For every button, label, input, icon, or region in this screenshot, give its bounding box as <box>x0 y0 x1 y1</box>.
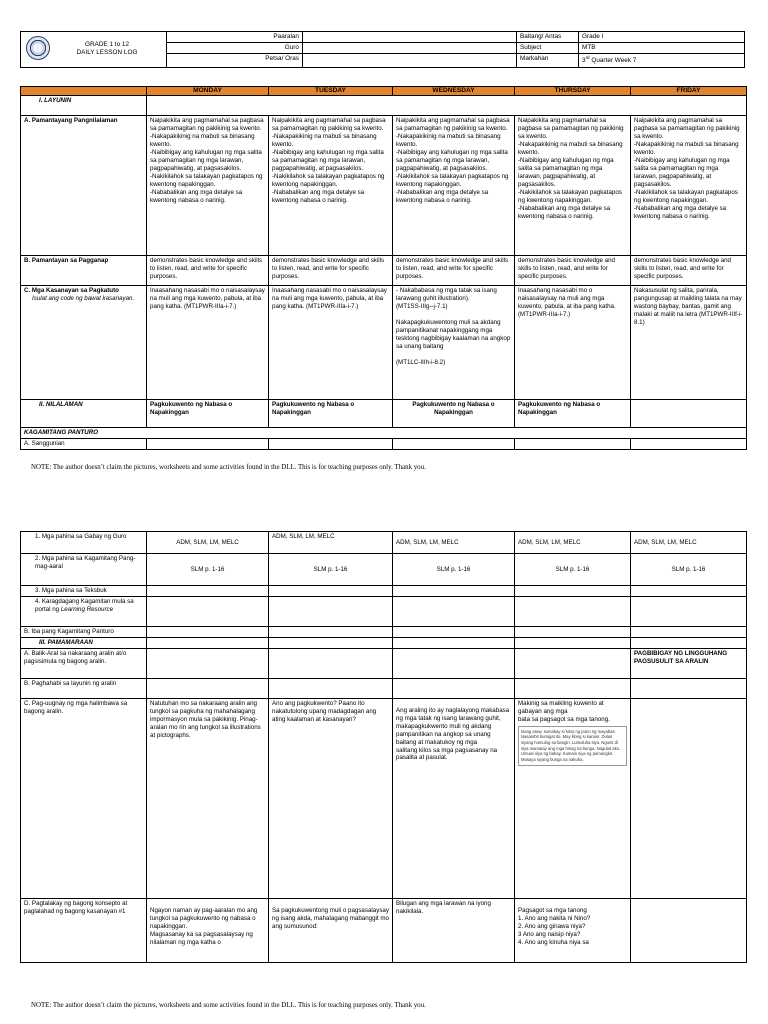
paaralan-label: Paaralan <box>167 32 303 43</box>
petsa-value[interactable] <box>303 54 517 67</box>
lesson-log-table-1 <box>20 86 747 450</box>
a-cell-thursday: Naipakikita ang pagmamahal sa pagbasa sa pamamagitan ng pakikinig sa kwento. -Nakapakikinig na mabuti sa binasang kwento. -Naibibigay ang kahulugan ng mga salita sa pamamagitan ng mga larawan, pagpapahiwatig, at pagsasakilos. -Nakikilahok sa talakayan pagkatapos ng kwentong napakinggan. -Nababalikan ang mga detalye sa kwentong nabasa o narinig. <box>515 116 631 256</box>
iba-pang-kagamitan-label: B. Iba pang Kagamitang Panturo <box>21 626 147 637</box>
pamantayang-pangnilalaman-label: A. Pamantayang Pangnilalaman <box>21 116 147 256</box>
day-wednesday: WEDNESDAY <box>393 87 515 96</box>
markahan-label: Markahan <box>517 54 579 67</box>
markahan-value: 3rd Quarter Week 7 <box>579 54 745 67</box>
header-table <box>20 31 745 68</box>
b-cell-thursday: demonstrates basic knowledge and skills to listen, read, and write for specific purposes. <box>515 256 631 286</box>
a-cell-wednesday: Naipakikita ang pagmamahal sa pagbasa sa pamamagitan ng pakikinig sa kwento. -Nakapakikinig na mabuti sa binasang kwento. -Naibibigay ang kahulugan ng mga salita sa pamamagitan ng mga larawan, pagpapahiwatig, at pagsasakilos. -Nakikilahok sa talakayan pagkatapos ng kwentong napakinggan. -Nababalikan ang mga detalye sa kwentong nabasa o narinig. <box>393 116 515 256</box>
b-cell-monday: demonstrates basic knowledge and skills to listen, read, and write for specific purposes. <box>147 256 269 286</box>
rc-tuesday: Ano ang pagkukwento? Paano ito nakatutulong upang madagdagan ang ating kaalaman at kasanayan? <box>269 698 393 898</box>
r2-friday: SLM p. 1-16 <box>631 554 747 586</box>
rd-friday <box>631 898 747 962</box>
c-cell-friday: Nakasusulat ng salita, parirala, pangungusap at maikling talata na may wastong baybay, bantas, gamit ang malaki at maliit na letra (MT1PWR-IIIf-i-8.1) <box>631 286 747 400</box>
note-top: NOTE: The author doesn’t claim the pictures, worksheets and some activities found in the DLL. This is for teaching purposes only. Thank you. <box>31 464 426 471</box>
header-title-cell <box>21 32 167 68</box>
petsa-label: Petsa/ Oras <box>167 54 303 67</box>
nilalaman-heading: II. NILALAMAN <box>21 400 147 428</box>
layunin-heading: I. LAYUNIN <box>21 96 147 116</box>
pag-uugnay-label: C. Pag-uugnay ng mga halimbawa sa bagong aralin. <box>21 698 147 898</box>
subject-label: Subject <box>517 43 579 54</box>
karagdagang-kagamitan-label: 4. Karagdagang Kagamitan mula sa portal ng Learning Resource <box>21 596 147 626</box>
balik-aral-label: A. Balik-Aral sa nakaraang aralin at/o pagsisimula ng bagong aralin. <box>21 648 147 678</box>
rd-monday: Ngayon naman ay pag-aaralan mo ang tungkol sa pagkukuwento ng nabasa o napakinggan. Magsasanay ka sa pagsasalaysay ng nilalaman ng mga katha o <box>147 898 269 962</box>
paaralan-value[interactable] <box>303 32 517 43</box>
r1-friday: ADM, SLM, LM, MELC <box>631 532 747 554</box>
story-image: Isang araw, sumakay si Nino ng puno ng mayabas. Nasambit bumigat ito. May lilong si kanian. Dulas siyang humulog sa bangin. Lumuluha siya. Ngunit di siya mamatay ang mga hinog na bunga. Nagulat ako. Umuwi siya ng bahay. Kumain siya ng pamangkit. Masaya siyang bunga na nakuha. <box>518 726 627 766</box>
r2-monday: SLM p. 1-16 <box>147 554 269 586</box>
b-cell-friday: demonstrates basic knowledge and skills to listen, read, and write for specific purposes. <box>631 256 747 286</box>
r1-monday: ADM, SLM, LM, MELC <box>147 532 269 554</box>
nilalaman-monday: Pagkukuwento ng Nabasa o Napakinggan <box>147 400 269 428</box>
kagamitang-panturo-heading: KAGAMITANG PANTURO <box>21 428 747 439</box>
note-bottom: NOTE: The author doesn’t claim the pictures, worksheets and some activities found in the DLL. This is for teaching purposes only. Thank you. <box>31 1002 426 1009</box>
day-tuesday: TUESDAY <box>269 87 393 96</box>
r2-thursday: SLM p. 1-16 <box>515 554 631 586</box>
r1-wednesday: ADM, SLM, LM, MELC <box>393 532 515 554</box>
r2-tuesday: SLM p. 1-16 <box>269 554 393 586</box>
layunin-blank <box>147 96 747 116</box>
baitang-value: Grade I <box>579 32 745 43</box>
kagamitang-pang-mag-aaral-label: 2. Mga pahina sa Kagamitang Pang-mag-aaral <box>21 554 147 586</box>
a-cell-tuesday: Naipakikita ang pagmamahal sa pagbasa sa pamamagitan ng pakikinig sa kwento. -Nakapakikinig na mabuti sa binasang kwento. -Naibibigay ang kahulugan ng mga salita sa pamamagitan ng mga larawan, pagpapahiwatig, at pagsasakilos. -Nakikilahok sa talakayan pagkatapos ng kwentong napakinggan. -Nababalikan ang mga detalye sa kwentong nabasa o narinig. <box>269 116 393 256</box>
r1-tuesday: ADM, SLM, LM, MELC <box>269 532 393 554</box>
sanggunian-label: A. Sanggunian <box>21 439 147 450</box>
mga-kasanayan-label: C. Mga Kasanayan sa Pagkatuto Isulat ang code ng bawat kasanayan. <box>21 286 147 400</box>
rc-wednesday: Ang araling ito ay naglalayong makabasa ng mga tatak ng isang larawang guhit, makapagkukwento muli ng akdang pampanitikan na angkop sa unang baitang at makatukoy ng mga salitang kilos sa mga pagsasanay na pasalita at pasulat. <box>393 698 515 898</box>
rd-wednesday: Bilugan ang mga larawan na iyong nakikilala. <box>393 898 515 962</box>
c-cell-monday: Inaasahang nasasabi mo o naisasalaysay na muli ang mga kuwento, pabula, at iba pang katha. (MT1PWR-IIIa-i-7.) <box>147 286 269 400</box>
a-cell-monday: Naipakikita ang pagmamahal sa pagbasa sa pamamagitan ng pakikinig sa kwento. -Nakapakikinig na mabuti sa binasang kwento. -Naibibigay ang kahulugan ng mga salita sa pamamagitan ng mga larawan, pagpapahiwatig, at pagsasakilos. -Nakikilahok sa talakayan pagkatapos ng kwentong napakinggan. -Nababalikan ang mga detalye sa kwentong nabasa o narinig. <box>147 116 269 256</box>
r1-thursday: ADM, SLM, LM, MELC <box>515 532 631 554</box>
rc-thursday: Makinig sa maikling kuwento at gabayan ang mga bata sa pagsagot sa mga tanong. Isang araw, sumakay si Nino ng puno ng mayabas. Nasambit bumigat ito. May lilong si kanian. Dulas siyang humulog sa bangin. Lumuluha siya. Ngunit di siya mamatay ang mga hinog na bunga. Nagulat ako. Umuwi siya ng bahay. Kumain siya ng pamangkit. Masaya siyang bunga na nakuha. <box>515 698 631 898</box>
gabay-ng-guro-label: 1. Mga pahina sa Gabay ng Guro <box>21 532 147 554</box>
header-title-2: DAILY LESSON LOG <box>76 49 138 57</box>
c-cell-thursday: Inaasahang nasasabi mo o naisasalaysay na muli ang mga kuwento, pabula, at iba pang katha. (MT1PWR-IIIa-i-7.) <box>515 286 631 400</box>
b-cell-tuesday: demonstrates basic knowledge and skills to listen, read, and write for specific purposes. <box>269 256 393 286</box>
teksbuk-label: 3. Mga pahina sa Teksbuk <box>21 586 147 597</box>
day-monday: MONDAY <box>147 87 269 96</box>
rd-tuesday: Sa pagkukuwentong muli o pagsasalaysay ng isang akda, mahalagang mabanggit mo ang sumusunod: <box>269 898 393 962</box>
day-friday: FRIDAY <box>631 87 747 96</box>
pamamaraan-heading: III. PAMAMARAAN <box>21 637 147 648</box>
pamantayan-sa-pagganap-label: B. Pamantayan sa Pagganap <box>21 256 147 286</box>
guro-value[interactable] <box>303 43 517 54</box>
a-cell-friday: Naipakikita ang pagmamahal sa pagbasa sa pamamagitan ng pakikinig sa kwento. -Nakapakikinig na mabuti sa binasang kwento. -Naibibigay ang kahulugan ng mga salita sa pamamagitan ng mga larawan, pagpapahiwatig, at pagsasakilos. -Nakikilahok sa talakayan pagkatapos ng kwentong napakinggan. -Nababalikan ang mga detalye sa kwentong nabasa o narinig. <box>631 116 747 256</box>
c-cell-wednesday: - Nakababasa ng mga tatak sa isang larawang guhit illustration). (MT1SS-IIIg--j-7.1) Nakapagkukuwentong muli sa akdang pampanitikanat napakinggang mga tesktong nagbibigay kaalaman na angkop sa unang baitang (MT1LC-IIIh-i-8.2) <box>393 286 515 400</box>
day-header-corner <box>21 87 147 96</box>
paghahabi-label: B. Paghahabi sa layunin ng aralin <box>21 678 147 698</box>
nilalaman-tuesday: Pagkukuwento ng Nabasa o Napakinggan <box>269 400 393 428</box>
nilalaman-friday <box>631 400 747 428</box>
day-thursday: THURSDAY <box>515 87 631 96</box>
header-title-1: GRADE 1 to 12 <box>84 41 130 49</box>
lesson-log-table-2 <box>20 531 747 963</box>
subject-value: MTB <box>579 43 745 54</box>
pagtalakay-label: D. Pagtalakay ng bagong konsepto at paglalahad ng bagong kasanayan #1 <box>21 898 147 962</box>
guro-label: Guro <box>167 43 303 54</box>
rc-monday: Natutuhan mo sa nakaraang aralin ang tungkol sa pagkuha ng mahahalagang impormasyon mula sa pakikinig. Pinag-aralan mo rin ang tungkol sa illustrations at pictographs. <box>147 698 269 898</box>
lingguhang-pagsusulit-cell: PAGBIBIGAY NG LINGGUHANG PAGSUSULIT SA ARALIN <box>631 648 747 678</box>
c-cell-tuesday: Inaasahang nasasabi mo o naisasalaysay na muli ang mga kuwento, pabula, at iba pang katha. (MT1PWR-IIIa-i-7.) <box>269 286 393 400</box>
b-cell-wednesday: demonstrates basic knowledge and skills to listen, read, and write for specific purposes. <box>393 256 515 286</box>
nilalaman-thursday: Pagkukuwento ng Nabasa o Napakinggan <box>515 400 631 428</box>
rc-friday <box>631 698 747 898</box>
baitang-label: Baitang/ Antas <box>517 32 579 43</box>
r2-wednesday: SLM p. 1-16 <box>393 554 515 586</box>
rd-thursday: Pagsagot sa mga tanong 1. Ano ang nakita ni Nino? 2. Ano ang ginawa niya? 3 Ano ang naisip niya? 4. Ano ang kinuha niya sa <box>515 898 631 962</box>
nilalaman-wednesday: Pagkukuwento ng Nabasa o Napakinggan <box>393 400 515 428</box>
